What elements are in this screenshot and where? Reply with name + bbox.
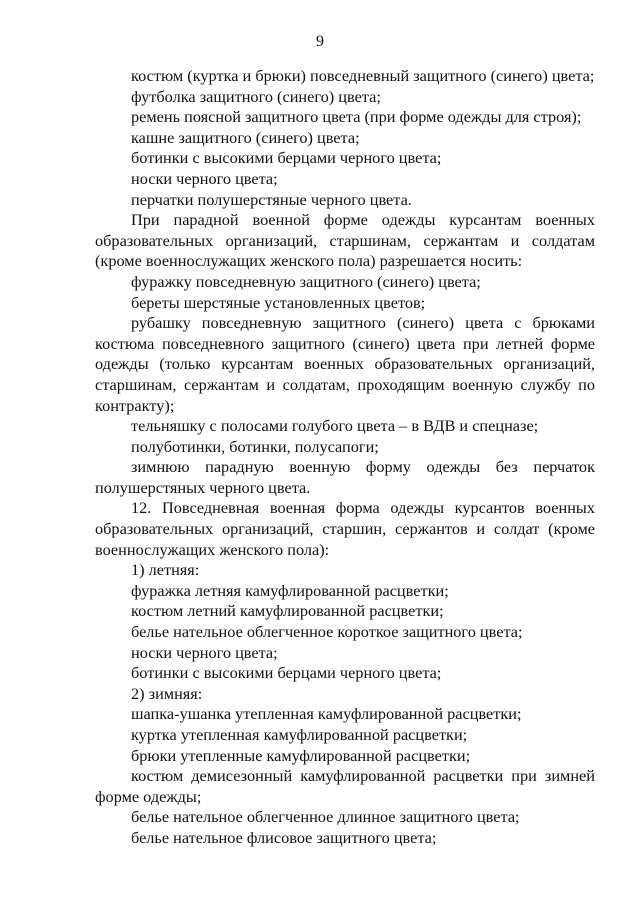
paragraph: куртка утепленная камуфлированной расцветки;	[131, 725, 468, 744]
paragraph: носки черного цвета;	[131, 168, 278, 188]
paragraph: шапка-ушанка утепленная камуфлированной расцветки;	[131, 704, 522, 724]
paragraph: тельняшку с полосами голубого цвета – в ВДВ и спецназе;	[131, 416, 539, 436]
paragraph: белье нательное облегченное длинное защитного цвета;	[131, 807, 520, 827]
paragraph: 1) летняя:	[131, 560, 200, 580]
paragraph: При парадной военной форме одежды курсантам военных образовательных организаций, старшинам, сержантам и солдатам (кроме военнослужащих женского пола) разрешается носить:	[95, 210, 595, 271]
paragraph: фуражку повседневную защитного (синего) цвета;	[131, 271, 481, 291]
paragraph: 2) зимняя:	[131, 683, 203, 703]
paragraph: костюм летний камуфлированной расцветки;	[131, 601, 444, 621]
paragraph: брюки утепленные камуфлированной расцветки;	[131, 745, 471, 765]
paragraph: ботинки с высокими берцами черного цвета;	[131, 148, 442, 168]
paragraph: ремень поясной защитного цвета (при форме одежды для строя);	[131, 107, 582, 127]
paragraph: костюм (куртка и брюки) повседневный защитного (синего) цвета;	[131, 66, 595, 85]
paragraph: носки черного цвета;	[131, 642, 278, 662]
paragraph: береты шерстяные установленных цветов;	[131, 292, 426, 312]
paragraph: кашне защитного (синего) цвета;	[131, 127, 360, 147]
paragraph: зимнюю парадную военную форму одежды без перчаток полушерстяных черного цвета.	[95, 457, 595, 497]
paragraph: ботинки с высокими берцами черного цвета;	[131, 663, 442, 683]
paragraph: фуражка летняя камуфлированной расцветки;	[131, 580, 449, 600]
paragraph: белье нательное флисовое защитного цвета;	[131, 827, 437, 847]
paragraph: полуботинки, ботинки, полусапоги;	[131, 436, 379, 456]
paragraph: белье нательное облегченное короткое защитного цвета;	[131, 622, 523, 642]
paragraph: костюм демисезонный камуфлированной расцветки при зимней форме одежды;	[95, 766, 595, 806]
paragraph: 12. Повседневная военная форма одежды курсантов военных образовательных организаций, старшин, сержантов и солдат (кроме военнослужащих женского пола):	[95, 498, 595, 559]
document-body	[95, 66, 595, 849]
paragraph: рубашку повседневную защитного (синего) цвета с брюками костюма повседневного защитного (синего) цвета при летней форме одежды (только курсантам военных образовательных организаций, старшинам, сержантам и солдатам, проходящим военную службу по контракту);	[95, 313, 595, 415]
paragraph: футболка защитного (синего) цвета;	[131, 86, 381, 106]
page-number: 9	[316, 33, 324, 50]
paragraph: перчатки полушерстяные черного цвета.	[131, 189, 412, 209]
